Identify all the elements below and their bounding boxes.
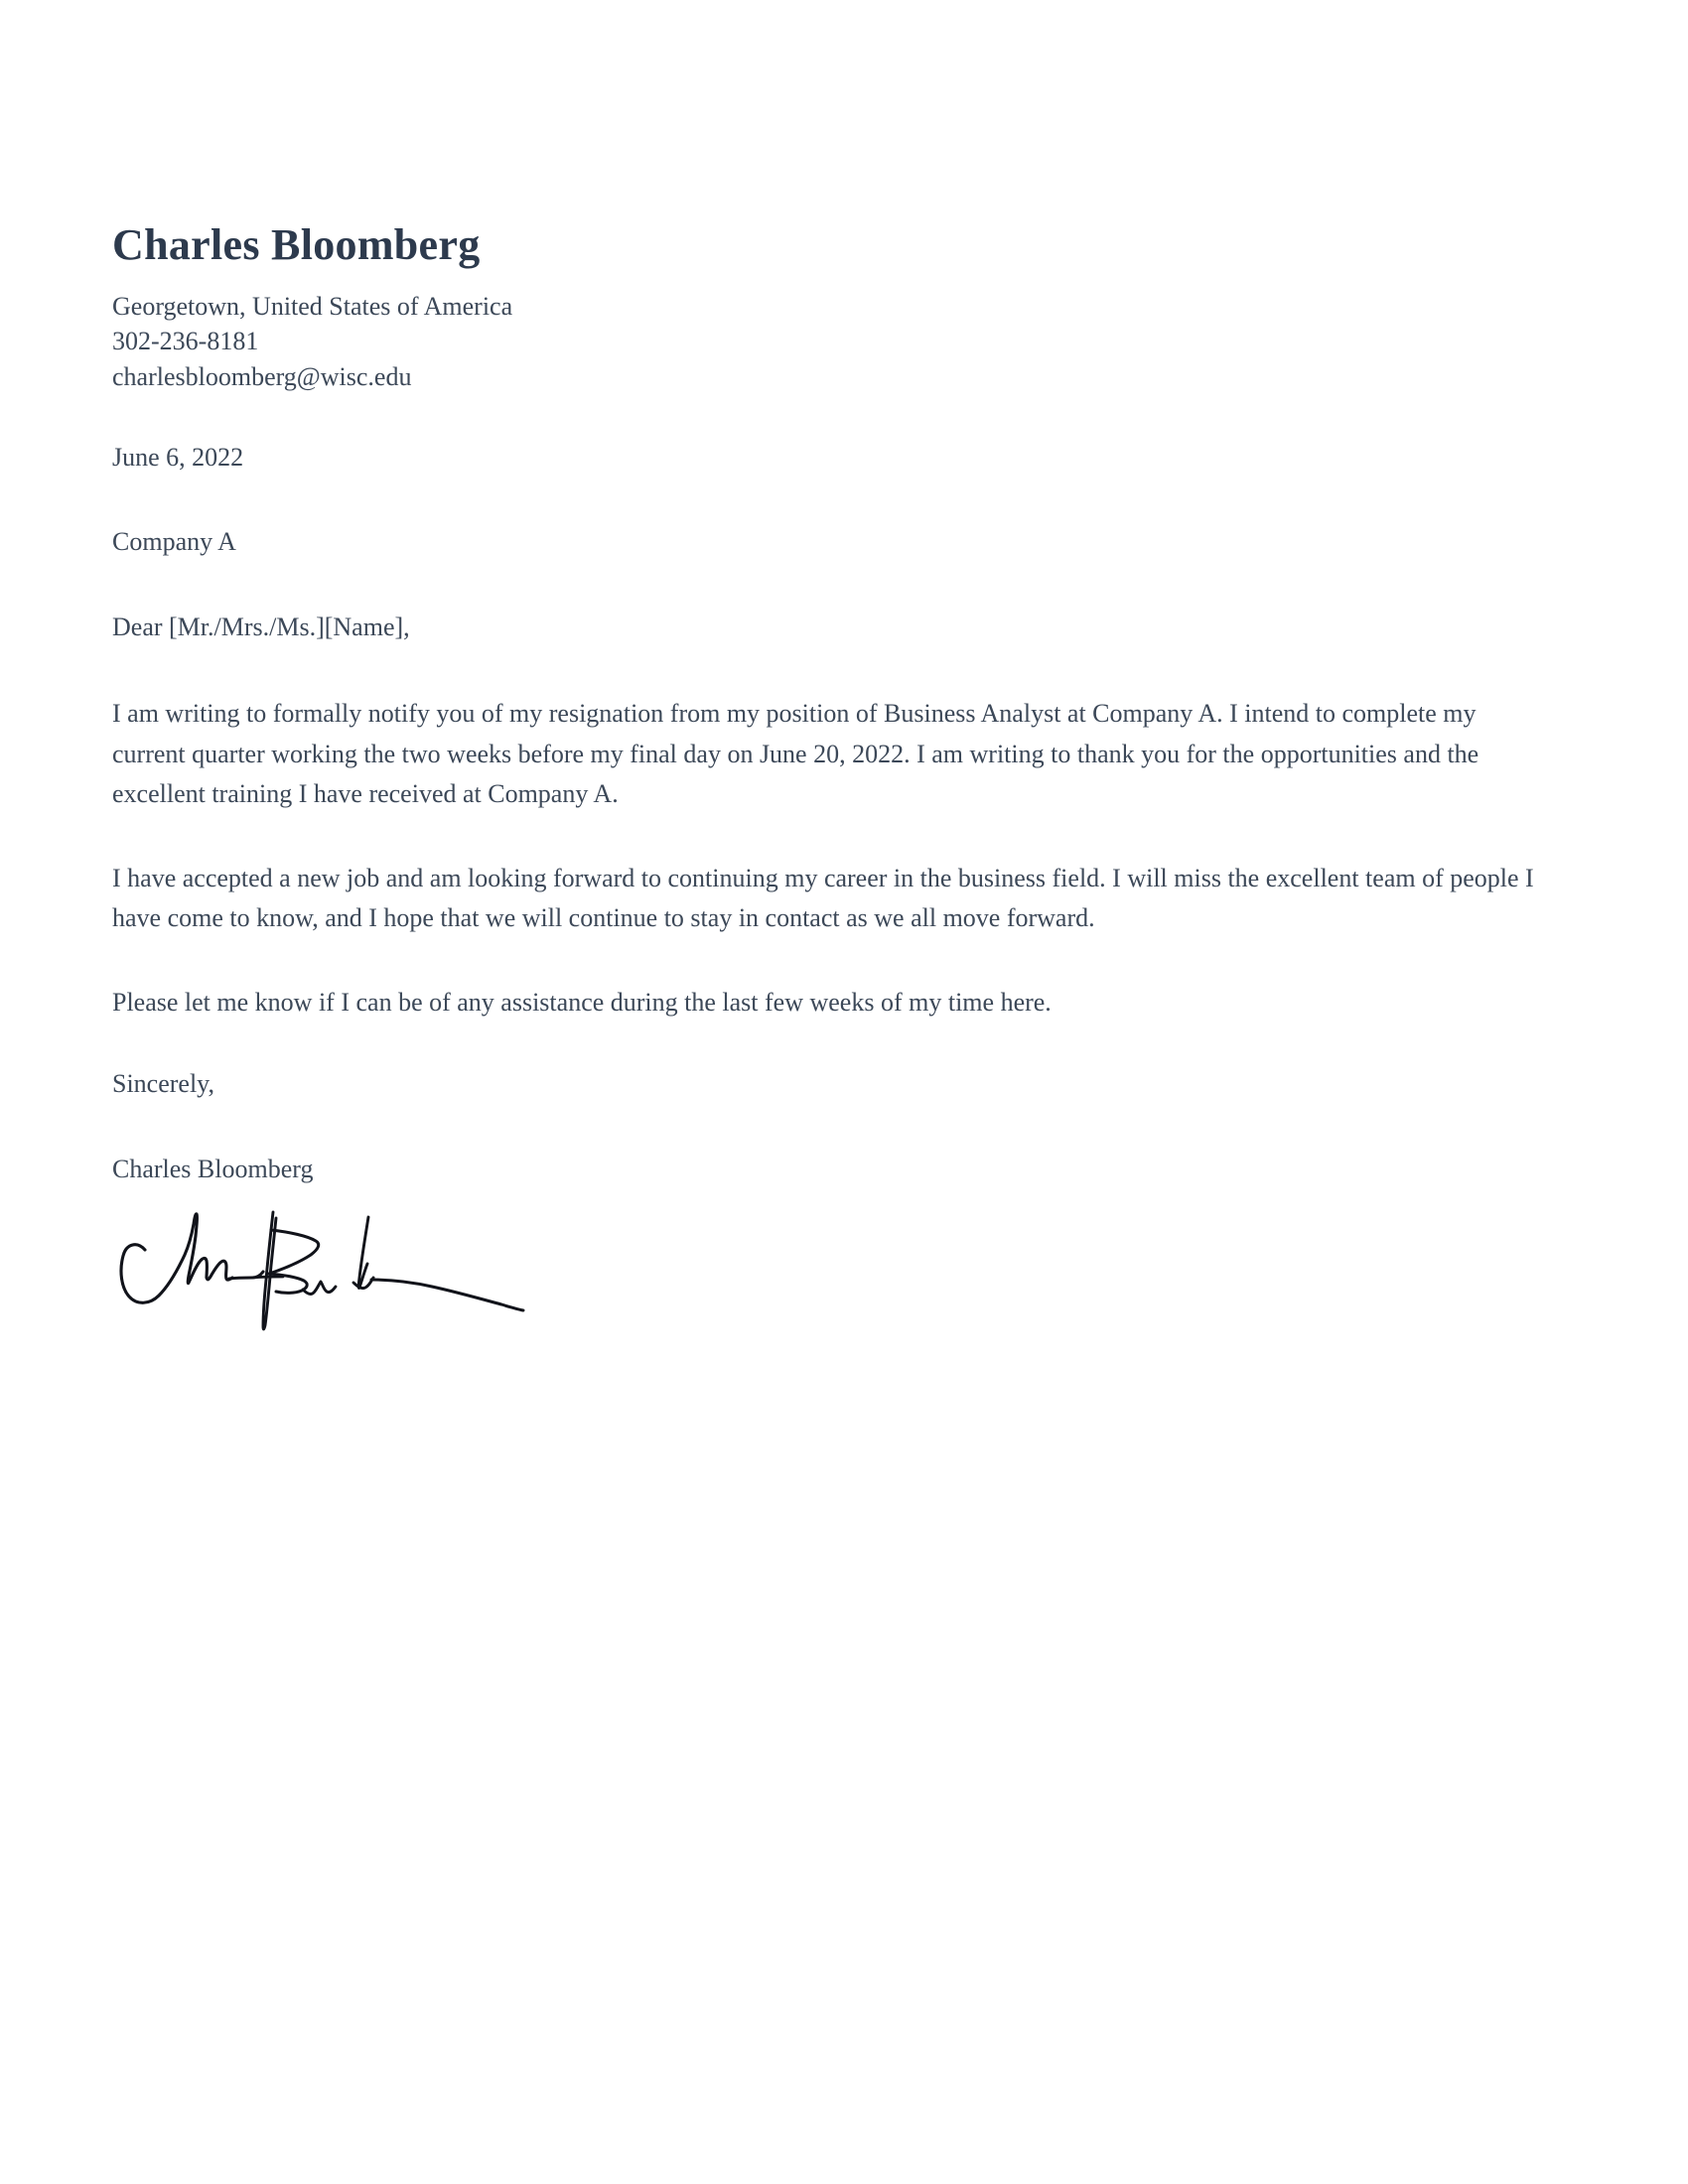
signature-icon <box>112 1208 539 1337</box>
contact-address: Georgetown, United States of America <box>112 292 513 321</box>
contact-email: charlesbloomberg@wisc.edu <box>112 361 412 391</box>
valediction: Sincerely, <box>112 1069 214 1099</box>
body-paragraph: Please let me know if I can be of any assistance during the last few weeks of my time here. <box>112 987 1052 1017</box>
salutation: Dear [Mr./Mrs./Ms.][Name], <box>112 612 410 641</box>
recipient-company: Company A <box>112 527 236 557</box>
signature-image <box>112 1208 539 1337</box>
body-paragraph: I am writing to formally notify you of my resignation from my position of Business Analyst at Company A. I intend to complete my current quarter working the two weeks before my final day on June 20, 2022. I am writing to thank you for the opportunities and the excellent training I have received at Company A. <box>112 699 1479 809</box>
contact-phone: 302-236-8181 <box>112 327 259 356</box>
signer-name: Charles Bloomberg <box>112 1154 314 1183</box>
letter-date: June 6, 2022 <box>112 443 244 473</box>
body-paragraph: I have accepted a new job and am looking forward to continuing my career in the business field. I will miss the excellent team of people I have come to know, and I hope that we will continue to stay in contact as we all move forward. <box>112 863 1534 933</box>
contact-block <box>112 289 1554 394</box>
page-title: Charles Bloomberg <box>112 220 481 269</box>
